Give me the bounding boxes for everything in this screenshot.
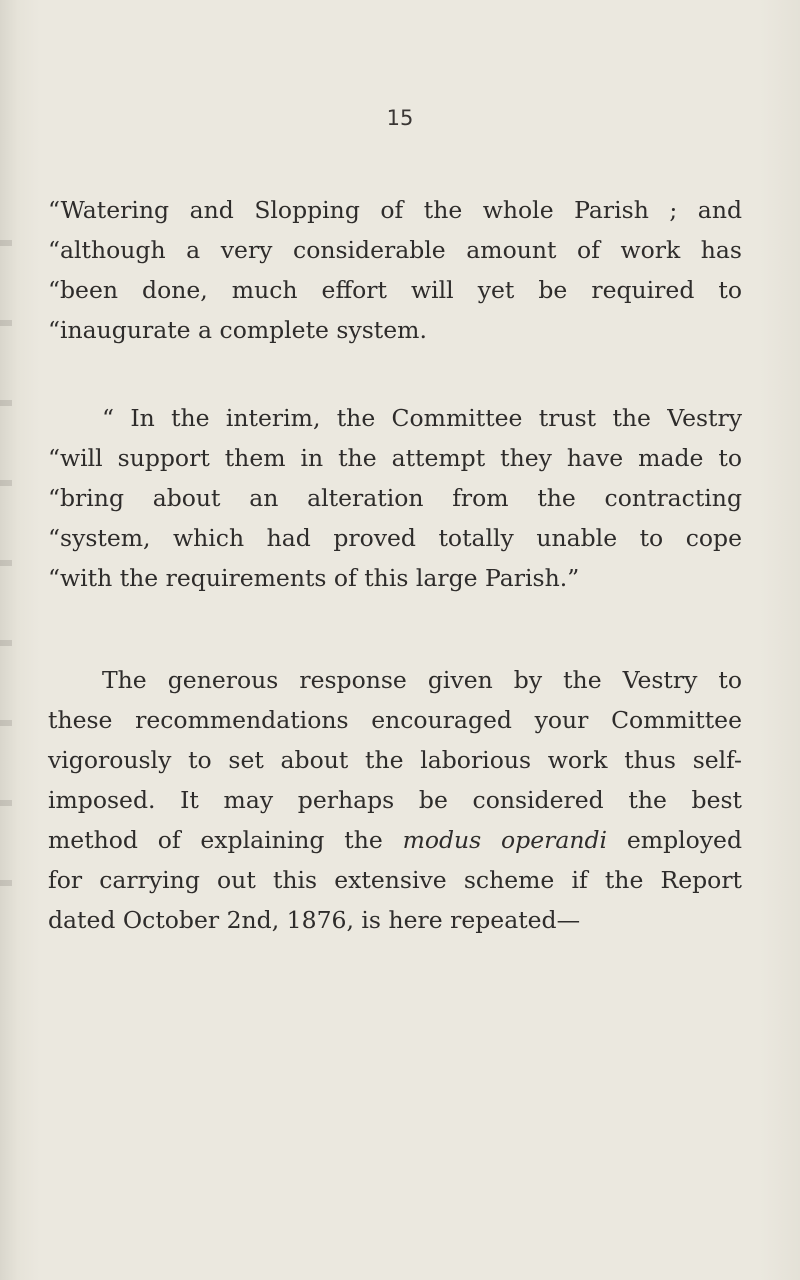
quote-paragraph-2 [48,398,742,598]
text-line: these recommendations encouraged your Committee [48,706,742,734]
text-line: imposed. It may perhaps be considered the best [48,786,742,814]
text-line: for carrying out this extensive scheme if the Report [48,866,742,894]
text-line-with-italic [48,820,742,860]
page-number: 15 [386,106,414,130]
text-line: vigorously to set about the laborious work thus self- [48,746,742,774]
text-segment: method of explaining the [48,826,403,854]
text-line: “inaugurate a complete system. [48,316,427,344]
text-line: The generous response given by the Vestry to [102,666,742,694]
italic-latin-term: modus operandi [402,826,608,854]
text-line: “will support them in the attempt they have made to [48,444,742,472]
text-line: “although a very considerable amount of work has [48,236,742,264]
quote-paragraph-1 [48,190,742,350]
text-segment: employed [607,826,742,854]
text-line: “bring about an alteration from the contracting [48,484,742,512]
text-line: dated October 2nd, 1876, is here repeated— [48,906,581,934]
text-line: “system, which had proved totally unable to cope [48,524,742,552]
page-edge-shadow [0,180,12,900]
text-line: “Watering and Slopping of the whole Parish ; and [48,196,742,224]
text-line: “ In the interim, the Committee trust the Vestry [102,404,742,432]
text-line: “with the requirements of this large Parish.” [48,564,580,592]
body-paragraph [48,660,742,940]
text-line: “been done, much effort will yet be required to [48,276,742,304]
